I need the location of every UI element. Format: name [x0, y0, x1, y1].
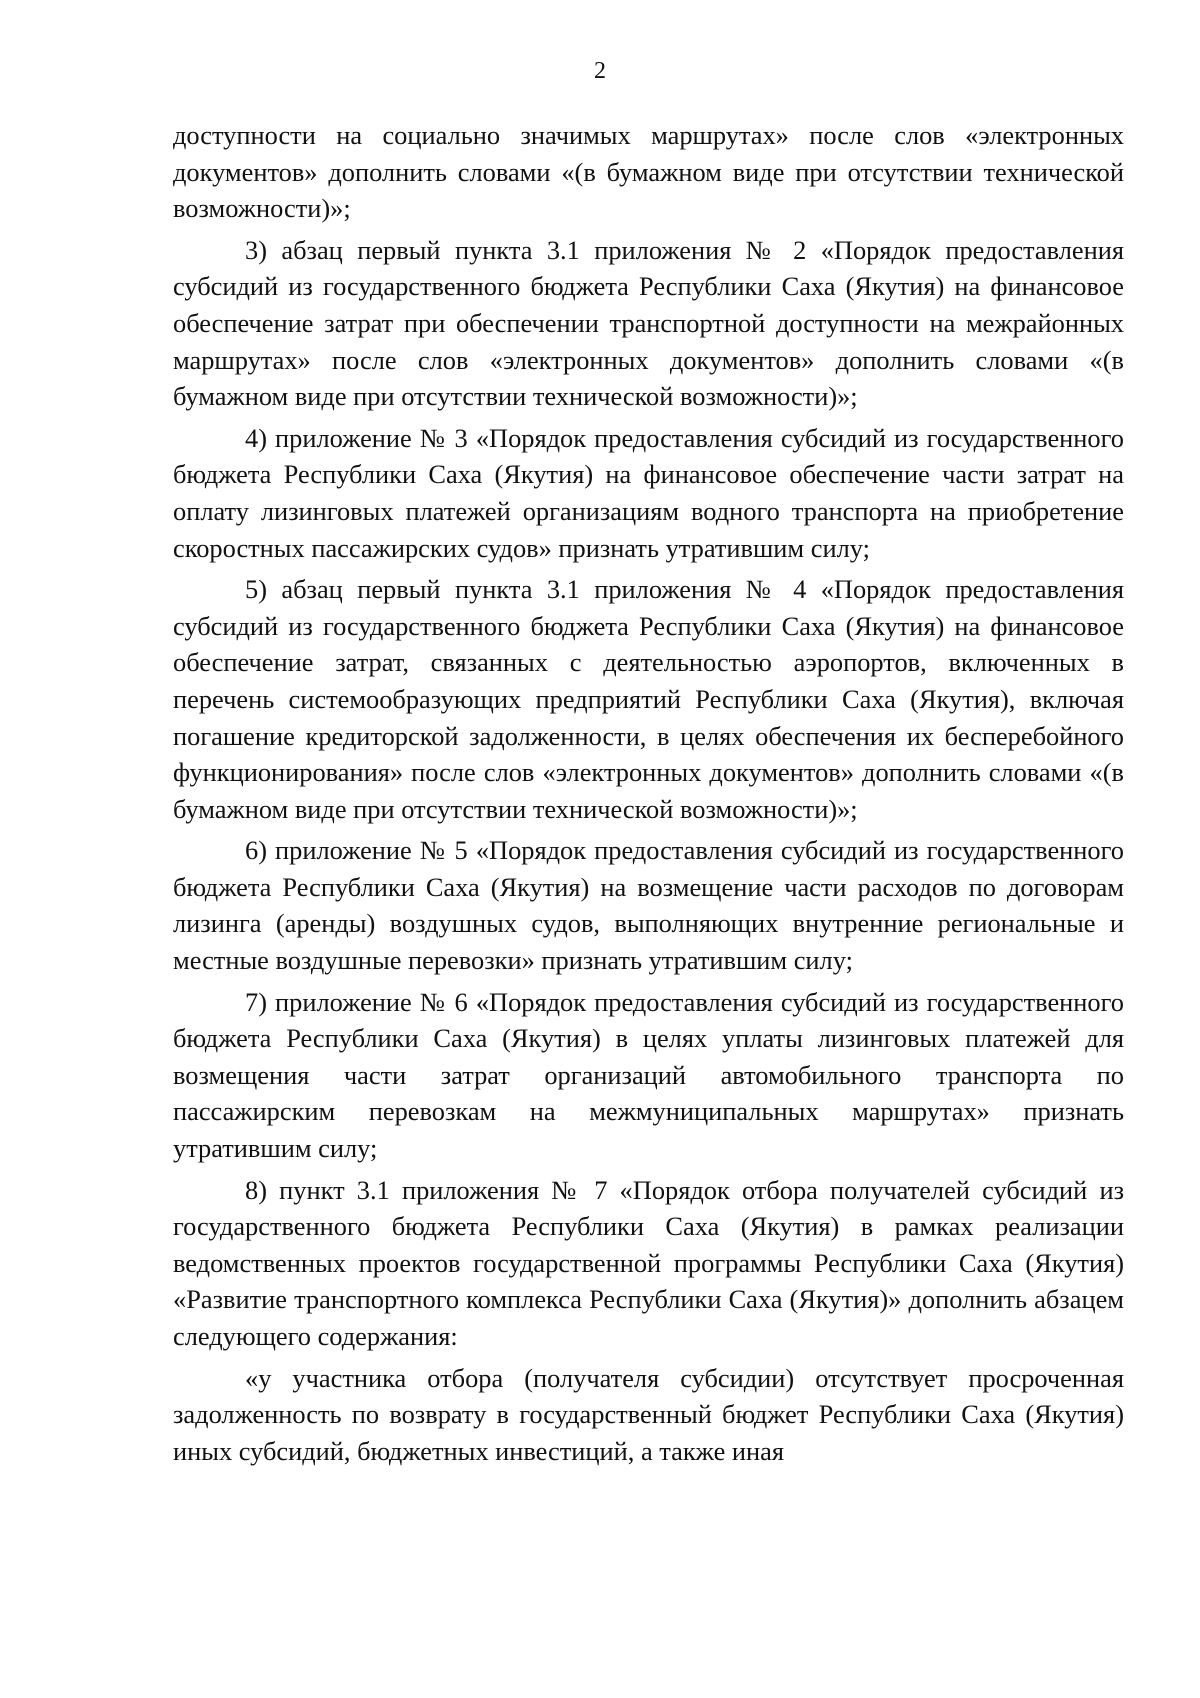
document-body [173, 117, 1124, 1469]
paragraph-1: доступности на социально значимых маршрутах» после слов «электронных документов» дополнить словами «(в бумажном виде при отсутствии технической возможности)»; [173, 120, 1124, 224]
page-number: 2 [594, 58, 606, 84]
paragraph-item-4: 4) приложение № 3 «Порядок предоставления субсидий из государственного бюджета Республики Саха (Якутия) на финансовое обеспечение части затрат на оплату лизинговых платежей организациям водного транспорта на приобретение скоростных пассажирских судов» признать утратившим силу; [173, 422, 1124, 563]
paragraph-item-7: 7) приложение № 6 «Порядок предоставления субсидий из государственного бюджета Республики Саха (Якутия) в целях уплаты лизинговых платежей для возмещения части затрат организаций автомобильного транспорта по пассажирским перевозкам на межмуниципальных маршрутах» признать утратившим силу; [173, 986, 1124, 1164]
paragraph-quote: «у участника отбора (получателя субсидии) отсутствует просроченная задолженность по возврату в государственный бюджет Республики Саха (Якутия) иных субсидий, бюджетных инвестиций, а также иная [173, 1362, 1124, 1466]
paragraph-item-5: 5) абзац первый пункта 3.1 приложения № 4 «Порядок предоставления субсидий из государственного бюджета Республики Саха (Якутия) на финансовое обеспечение затрат, связанных с деятельностью аэропортов, включенных в перечень системообразующих предприятий Республики Саха (Якутия), включая погашение кредиторской задолженности, в целях обеспечения их бесперебойного функционирования» после слов «электронных документов» дополнить словами «(в бумажном виде при отсутствии технической возможности)»; [173, 574, 1124, 824]
paragraph-item-8: 8) пункт 3.1 приложения № 7 «Порядок отбора получателей субсидий из государственного бюджета Республики Саха (Якутия) в рамках реализации ведомственных проектов государственной программы Республики Саха (Якутия) «Развитие транспортного комплекса Республики Саха (Якутия)» дополнить абзацем следующего содержания: [173, 1174, 1124, 1351]
paragraph-item-6: 6) приложение № 5 «Порядок предоставления субсидий из государственного бюджета Республики Саха (Якутия) на возмещение части расходов по договорам лизинга (аренды) воздушных судов, выполняющих внутренние региональные и местные воздушные перевозки» признать утратившим силу; [173, 835, 1124, 976]
paragraph-item-3: 3) абзац первый пункта 3.1 приложения № 2 «Порядок предоставления субсидий из государственного бюджета Республики Саха (Якутия) на финансовое обеспечение затрат при обеспечении транспортной доступности на межрайонных маршрутах» после слов «электронных документов» дополнить словами «(в бумажном виде при отсутствии технической возможности)»; [173, 234, 1124, 412]
